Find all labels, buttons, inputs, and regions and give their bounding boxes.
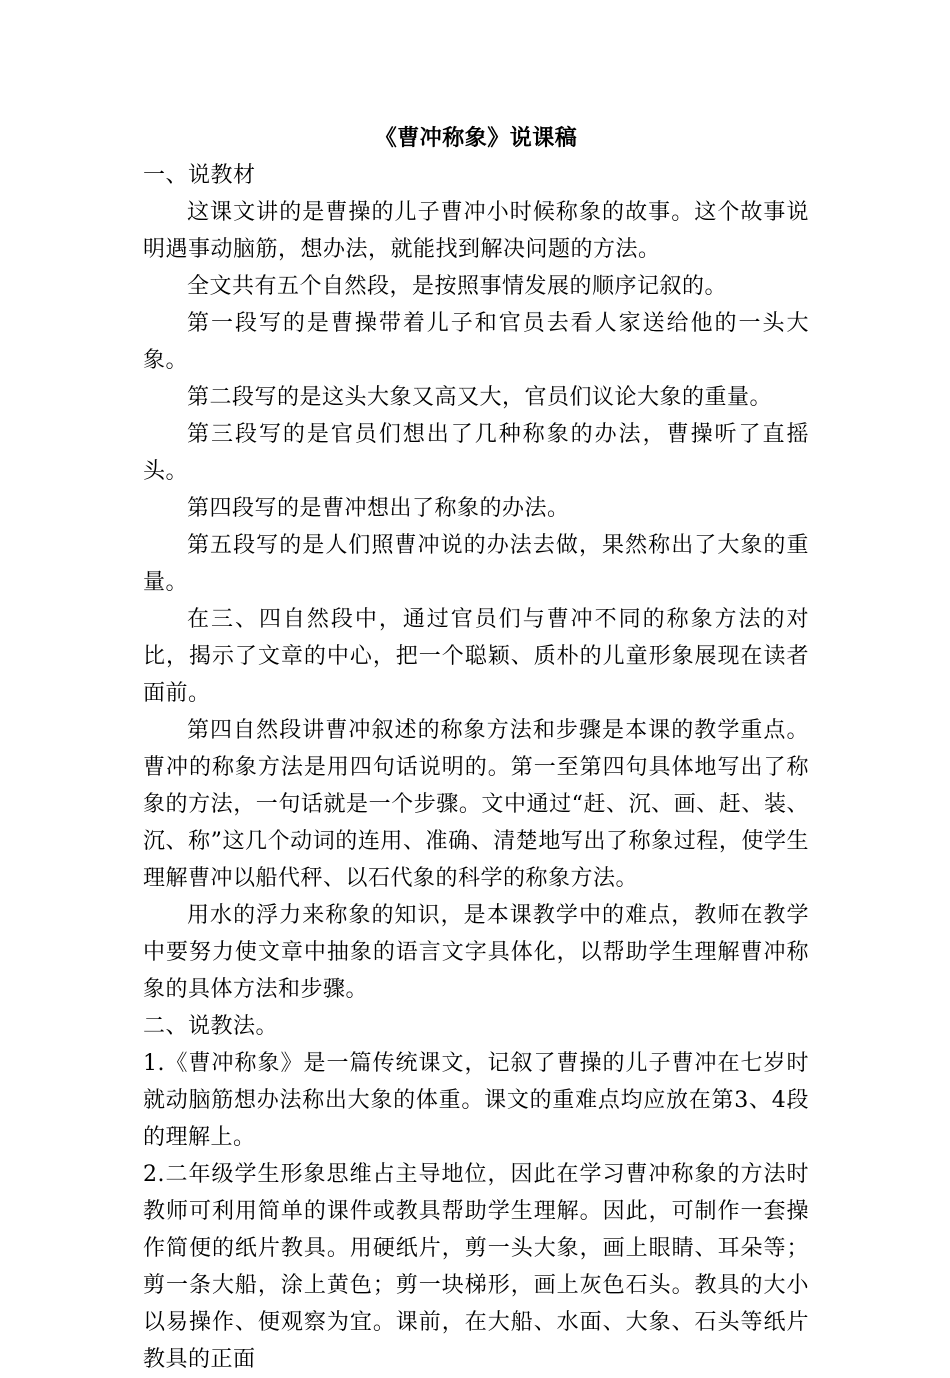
document-title: 《曹冲称象》说课稿 [374,125,578,151]
list-item: 1.《曹冲称象》是一篇传统课文，记叙了曹操的儿子曹冲在七岁时就动脑筋想办法称出大象的体重。课文的重难点均应放在第3、4段的理解上。 [143,1051,809,1150]
paragraph: 全文共有五个自然段，是按照事情发展的顺序记叙的。 [187,274,728,299]
paragraph: 这课文讲的是曹操的儿子曹冲小时候称象的故事。这个故事说明遇事动脑筋，想办法，就能找到解决问题的方法。 [143,200,809,262]
section-heading-textbook: 一、说教材 [143,163,256,188]
paragraph: 第三段写的是官员们想出了几种称象的办法，曹操听了直摇头。 [143,422,809,484]
section-heading-teaching-method: 二、说教法。 [143,1014,279,1039]
paragraph: 第二段写的是这头大象又高又大，官员们议论大象的重量。 [187,385,773,410]
paragraph: 第一段写的是曹操带着儿子和官员去看人家送给他的一头大象。 [143,311,809,373]
paragraph: 第五段写的是人们照曹冲说的办法去做，果然称出了大象的重量。 [143,533,809,595]
paragraph: 第四段写的是曹冲想出了称象的办法。 [187,496,570,521]
paragraph: 用水的浮力来称象的知识，是本课教学中的难点，教师在教学中要努力使文章中抽象的语言文字具体化，以帮助学生理解曹冲称象的具体方法和步骤。 [143,903,809,1002]
paragraph: 第四自然段讲曹冲叙述的称象方法和步骤是本课的教学重点。曹冲的称象方法是用四句话说明的。第一至第四句具体地写出了称象的方法，一句话就是一个步骤。文中通过“赶、沉、画、赶、装、沉、称”这几个动词的连用、准确、清楚地写出了称象过程，使学生理解曹冲以船代秤、以石代象的科学的称象方法。 [143,718,809,891]
list-item: 2.二年级学生形象思维占主导地位，因此在学习曹冲称象的方法时教师可利用简单的课件或教具帮助学生理解。因此，可制作一套操作简便的纸片教具。用硬纸片，剪一头大象，画上眼睛、耳朵等；剪一条大船，涂上黄色；剪一块梯形，画上灰色石头。教具的大小以易操作、便观察为宜。课前，在大船、水面、大象、石头等纸片教具的正面 [143,1162,809,1372]
document-body [143,120,809,1378]
paragraph: 在三、四自然段中，通过官员们与曹冲不同的称象方法的对比，揭示了文章的中心，把一个聪颖、质朴的儿童形象展现在读者面前。 [143,607,809,706]
